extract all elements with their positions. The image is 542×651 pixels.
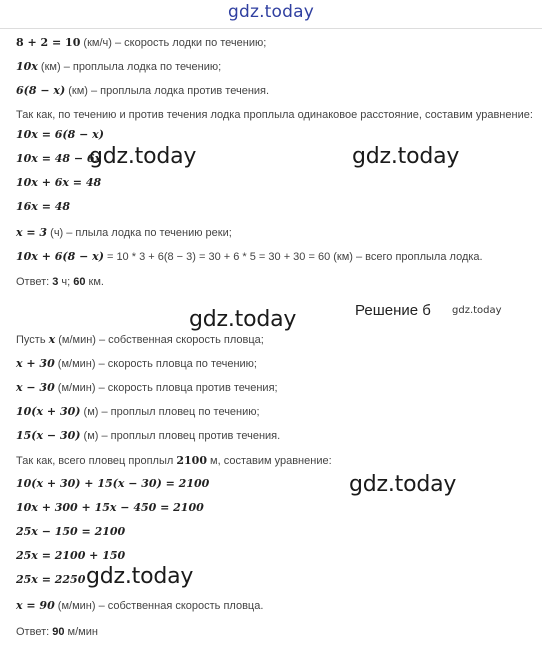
watermark: gdz.today xyxy=(349,472,457,497)
math-expression: 15(x − 30) xyxy=(16,429,81,442)
solution-line xyxy=(16,226,232,240)
solution-line xyxy=(16,357,257,371)
answer-text: м/мин xyxy=(64,626,98,638)
line-text: (км) – проплыла лодка по течению; xyxy=(37,61,222,73)
math-expression: 10x = 48 − 6x xyxy=(16,152,102,165)
math-expression: 10(x + 30) + 15(x − 30) = 2100 xyxy=(16,477,210,490)
watermark: gdz.today xyxy=(352,144,460,169)
math-expression: 10x + 300 + 15x − 450 = 2100 xyxy=(16,501,204,514)
line-text: (км) – проплыла лодка против течения. xyxy=(65,85,270,97)
math-expression: 10x + 6(8 − x) xyxy=(16,250,104,263)
math-expression: 25x = 2100 + 150 xyxy=(16,549,126,562)
equation-line xyxy=(16,176,101,190)
equation-line xyxy=(16,200,70,214)
math-expression: x = 90 xyxy=(16,599,55,612)
math-expression: 10x = 6(8 − x) xyxy=(16,128,104,141)
answer-line xyxy=(16,625,98,639)
answer-text: ч; xyxy=(58,276,74,288)
watermark: gdz.today xyxy=(86,564,194,589)
math-expression: 10x xyxy=(16,60,38,73)
solution-line xyxy=(16,454,332,468)
math-expression: x − 30 xyxy=(16,381,55,394)
math-expression: x + 30 xyxy=(16,357,55,370)
solution-line xyxy=(16,381,278,395)
math-expression: 10x + 6x = 48 xyxy=(16,176,102,189)
solution-line xyxy=(16,333,264,347)
math-expression: 25x = 2250 xyxy=(16,573,86,586)
line-text: (м/мин) – скорость пловца по течению; xyxy=(54,358,257,370)
equation-line xyxy=(16,549,125,563)
math-expression: 16x = 48 xyxy=(16,200,71,213)
equation-line xyxy=(16,525,125,539)
line-text: (м/мин) – собственная скорость пловца; xyxy=(55,334,264,346)
solution-line xyxy=(16,405,260,419)
equation-line xyxy=(16,477,209,491)
line-text: = 10 * 3 + 6(8 − 3) = 30 + 6 * 5 = 30 + 30 = 60 (км) – всего проплыла лодка. xyxy=(103,251,483,263)
math-expression: 2100 xyxy=(176,454,207,467)
line-text: Пусть xyxy=(16,334,49,346)
solution-line xyxy=(16,108,533,122)
solution-line xyxy=(16,429,280,443)
math-expression: x xyxy=(48,333,56,346)
answer-value: 3 xyxy=(52,276,59,288)
line-text: м, составим уравнение: xyxy=(206,455,332,467)
line-text: Так как, всего пловец проплыл xyxy=(16,455,177,467)
math-expression: 6(8 − x) xyxy=(16,84,66,97)
line-text: (км/ч) – скорость лодки по течению; xyxy=(80,37,267,49)
solution-line xyxy=(16,60,221,74)
equation-line xyxy=(16,128,104,142)
watermark: gdz.today xyxy=(189,307,297,332)
solution-line xyxy=(16,84,269,98)
line-text: (м) – проплыл пловец по течению; xyxy=(80,406,260,418)
math-expression: 8 + 2 = 10 xyxy=(16,36,81,49)
equation-line xyxy=(16,573,85,587)
line-text: (ч) – плыла лодка по течению реки; xyxy=(47,227,232,239)
solution-line xyxy=(16,250,483,264)
equation-line xyxy=(16,501,204,515)
answer-text: км. xyxy=(85,276,104,288)
math-expression: 10(x + 30) xyxy=(16,405,81,418)
answer-value: 60 xyxy=(73,276,86,288)
line-text: (м) – проплыл пловец против течения. xyxy=(80,430,281,442)
answer-prefix: Ответ: xyxy=(16,626,53,638)
solution-line xyxy=(16,599,263,613)
watermark-small: gdz.today xyxy=(452,305,502,316)
solution-b-title: Решение б xyxy=(355,302,431,319)
math-expression: x = 3 xyxy=(16,226,48,239)
line-text: (м/мин) – скорость пловца против течения; xyxy=(54,382,278,394)
site-logo[interactable]: gdz.today xyxy=(227,2,315,22)
watermark: gdz.today xyxy=(89,144,197,169)
answer-value: 90 xyxy=(52,626,65,638)
math-expression: 25x − 150 = 2100 xyxy=(16,525,126,538)
solution-line xyxy=(16,36,266,50)
header-divider xyxy=(0,28,542,29)
line-text: Так как, по течению и против течения лодка проплыла одинаковое расстояние, составим уравнение: xyxy=(16,109,533,121)
answer-prefix: Ответ: xyxy=(16,276,53,288)
line-text: (м/мин) – собственная скорость пловца. xyxy=(54,600,264,612)
answer-line xyxy=(16,275,104,289)
